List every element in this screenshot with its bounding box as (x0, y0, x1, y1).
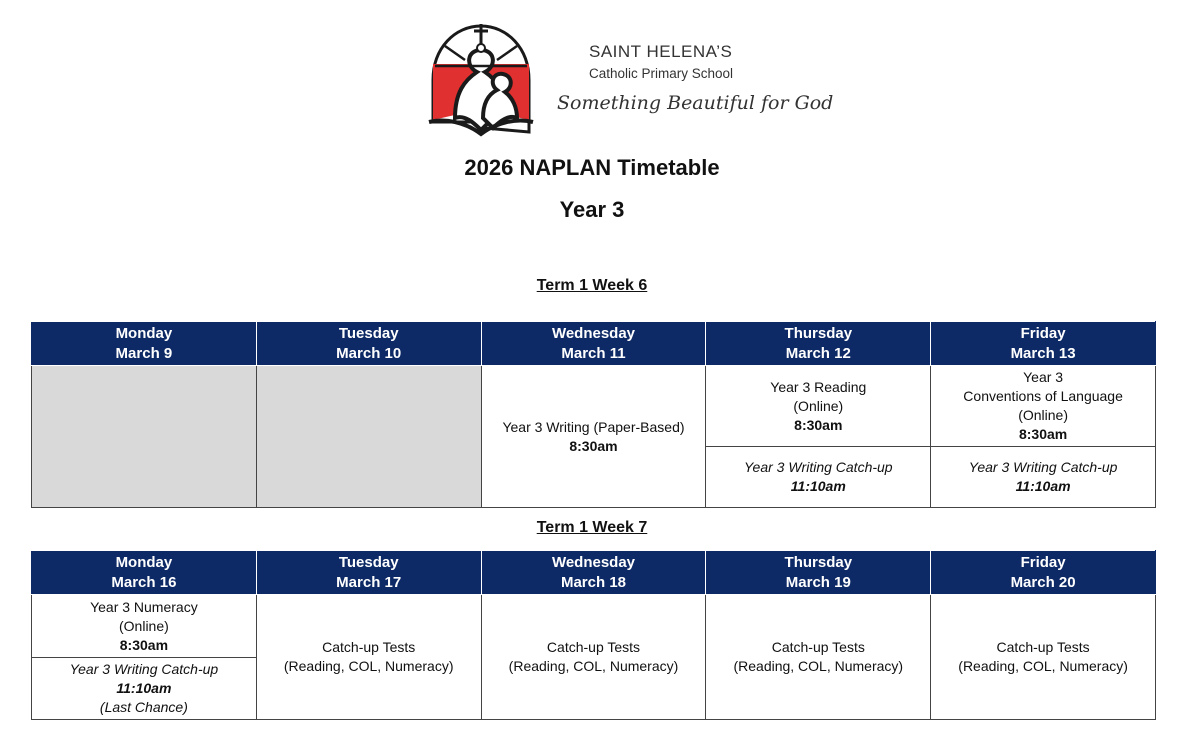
week7-heading: Term 1 Week 7 (536, 519, 648, 536)
page-title: 2026 NAPLAN Timetable (464, 155, 720, 180)
monday-mode: (Online) (119, 617, 169, 634)
thursday-mode: (Online) (793, 397, 844, 414)
page-subtitle: Year 3 (559, 197, 625, 222)
wednesday-test: Year 3 Writing (Paper-Based) (502, 418, 685, 435)
monday-test: Year 3 Numeracy (90, 598, 198, 615)
week6-thursday-cell (706, 366, 931, 447)
thursday-catchup-time: 11:10am (790, 478, 846, 494)
school-motto: Something Beautiful for God (557, 92, 834, 114)
monday-catchup: Year 3 Writing Catch-up (69, 661, 219, 677)
friday-test-line2: Conventions of Language (963, 388, 1123, 404)
week6-header-wednesday: Wednesday March 11 (481, 322, 706, 366)
week7-monday-catchup (32, 658, 257, 720)
week6-header-monday: Monday March 9 (32, 322, 257, 366)
friday-catchup-time: 11:10am (1015, 478, 1071, 494)
week7-tuesday-cell (256, 595, 481, 720)
week7-header-wednesday: Wednesday March 18 (481, 551, 706, 595)
week6-header-friday: Friday March 13 (931, 322, 1156, 366)
week7-friday-cell (931, 595, 1156, 720)
week6-wednesday-cell (481, 366, 706, 508)
week6-header-thursday: Thursday March 12 (706, 322, 931, 366)
friday-catchup-label: Catch-up Tests (996, 639, 1090, 655)
school-subtitle: Catholic Primary School (589, 66, 734, 81)
week6-monday-empty (32, 366, 257, 508)
school-name: SAINT HELENA’S (589, 42, 733, 61)
friday-time: 8:30am (1018, 426, 1068, 442)
week7-wednesday-cell (481, 595, 706, 720)
friday-test-line1: Year 3 (1023, 369, 1064, 385)
thursday-catchup-detail: (Reading, COL, Numeracy) (733, 658, 904, 674)
week7-table (31, 550, 1156, 720)
week6-friday-cell (931, 366, 1156, 447)
monday-time: 8:30am (119, 636, 169, 653)
tuesday-catchup-detail: (Reading, COL, Numeracy) (283, 658, 454, 674)
friday-mode: (Online) (1018, 407, 1068, 423)
wednesday-catchup-label: Catch-up Tests (546, 639, 641, 655)
week6-friday-catchup (931, 447, 1156, 508)
wednesday-time: 8:30am (569, 437, 618, 454)
week7-header-thursday: Thursday March 19 (706, 551, 931, 595)
week6-tuesday-empty (256, 366, 481, 508)
tuesday-catchup-label: Catch-up Tests (322, 639, 416, 655)
week7-thursday-cell (706, 595, 931, 720)
thursday-time: 8:30am (794, 416, 843, 433)
school-crest-icon (425, 22, 545, 140)
monday-catchup-time: 11:10am (116, 680, 172, 696)
week6-table (31, 321, 1156, 508)
school-logo (425, 22, 834, 140)
week6-thursday-catchup (706, 447, 931, 508)
week6-heading: Term 1 Week 6 (536, 277, 648, 294)
week7-header-friday: Friday March 20 (931, 551, 1156, 595)
monday-catchup-note: (Last Chance) (99, 699, 188, 715)
week7-header-tuesday: Tuesday March 17 (256, 551, 481, 595)
thursday-catchup-label: Catch-up Tests (771, 639, 865, 655)
week7-monday-cell (32, 595, 257, 658)
thursday-catchup: Year 3 Writing Catch-up (743, 459, 893, 475)
wednesday-catchup-detail: (Reading, COL, Numeracy) (508, 658, 679, 674)
week7-header-monday: Monday March 16 (32, 551, 257, 595)
thursday-test: Year 3 Reading (770, 378, 867, 395)
friday-catchup: Year 3 Writing Catch-up (968, 459, 1118, 475)
week6-header-tuesday: Tuesday March 10 (256, 322, 481, 366)
friday-catchup-detail: (Reading, COL, Numeracy) (958, 658, 1128, 674)
